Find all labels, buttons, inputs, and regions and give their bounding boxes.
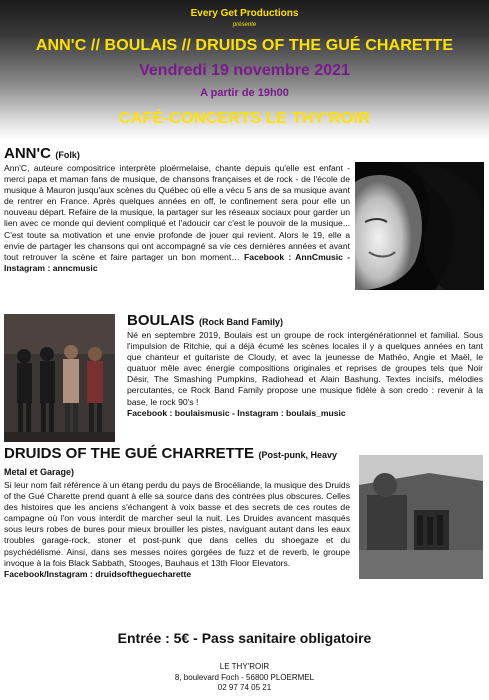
band-social-annc: Facebook : AnnCmusic - Instagram : anncmusic [4,251,350,273]
entry-price: Entrée : 5€ - Pass sanitaire obligatoire [117,630,372,646]
band-genre-druids: (Post-punk, Heavy Metal et Garage) [4,450,337,477]
photo-druids [359,455,483,579]
band-description-boulais: Né en septembre 2019, Boulais est un groupe de rock intergénérationnel et familial. Sous l'impulsion de Ritchie, qui a déjà écumé les scènes locales il y a quelques années en tant que chanteur et guitariste de Cloudy, et avec la jeunesse de Mathéo, Angie et Maël, le quatuor mêle avec énergie compositions originales et reprises de groupes tels que Noir Désir, The Smashing Pumpkins, Radiohead et Alain Bashung. Textes incisifs, mélodies percutantes, ce Rock Band Family propose une musique fidèle à son credo : revenir à la base, le rock 90's ! [127,330,483,407]
event-date: Vendredi 19 novembre 2021 [139,62,350,79]
venue-footer [0,662,489,694]
venue-title: CAFÉ-CONCERTS LE THY'ROIR [118,110,371,127]
producer-name: Every Get Productions [190,8,299,19]
header-banner [0,0,489,140]
band-section-druids [4,446,350,580]
band-social-druids: Facebook/Instagram : druidsoftheguecharette [4,568,192,579]
event-headline: ANN'C // BOULAIS // DRUIDS OF THE GUÉ CHARETTE [35,37,454,54]
band-description-annc: Ann'C, auteure compositrice interprète ploërmelaise, chante depuis qu'elle est enfant - merci papa et maman fans de musique, de chansons françaises et de rock - de l'école de musique à Mauron jusqu'aux scènes du Québec où elle a vécu 5 ans de sa musique avant de rentrer en France. Après quelques années en off, le confinement sera pour elle un nouveau départ. Refaire de la musique, la partager sur les réseaux sociaux pour garder un lien avec ce monde qui devient compliqué et l'adoucir car c'est le pouvoir de la musique... C'est toute sa motivation et une envie profonde de jouer qui revient. Alors le 19, elle a envie de partager les chansons qui ont accompagné sa vie ces dernières années et avant tout retrouver la scène et faire partager un bon moment… Facebook : AnnCmusic - Instagram : anncmusic [4,163,350,273]
band-name-druids: DRUIDS OF THE GUÉ CHARRETTE [4,445,255,462]
event-time: A partir de 19h00 [200,87,289,99]
footer-venue: LE THY'ROIR [219,662,270,671]
band-name-boulais: BOULAIS [127,312,195,329]
band-name-annc: ANN'C [4,145,51,162]
band-section-annc [4,144,350,274]
footer-address: 8, boulevard Foch - 56800 PLOERMEL [174,672,315,682]
photo-boulais [4,314,115,442]
footer-phone: 02 97 74 05 21 [217,683,272,692]
photo-annc [355,162,484,290]
presente-label: présente [232,22,257,28]
band-genre-annc: (Folk) [55,150,80,160]
band-genre-boulais: (Rock Band Family) [198,317,283,327]
band-description-druids: Si leur nom fait référence à un étang perdu du pays de Brocéliande, la musique des Druids of the Gué Charette prend quant à elle sa source dans des contrées plus obscures. Celles des histoires que les anciens s'échangent à voix basse et des secrets de ces routes de campagne où l'on vous interdit de marcher seul la nuit. Les Druides avancent masqués sous leurs robes de bures pour mieux brouiller les pistes, naviguant autant dans les eaux troubles garage-rock, stoner et post-punk que dans celles du shoegaze et du psychédélisme. Ainsi, dans ses messes noires gorgées de fuzz et de reverb, le groupe invoque à la fois Black Sabbath, Stooges, Bauhaus et 13th Floor Elevators. [4,480,350,568]
band-section-boulais [127,311,483,419]
band-social-boulais: Facebook : boulaismusic - Instagram : boulais_music [127,407,346,418]
